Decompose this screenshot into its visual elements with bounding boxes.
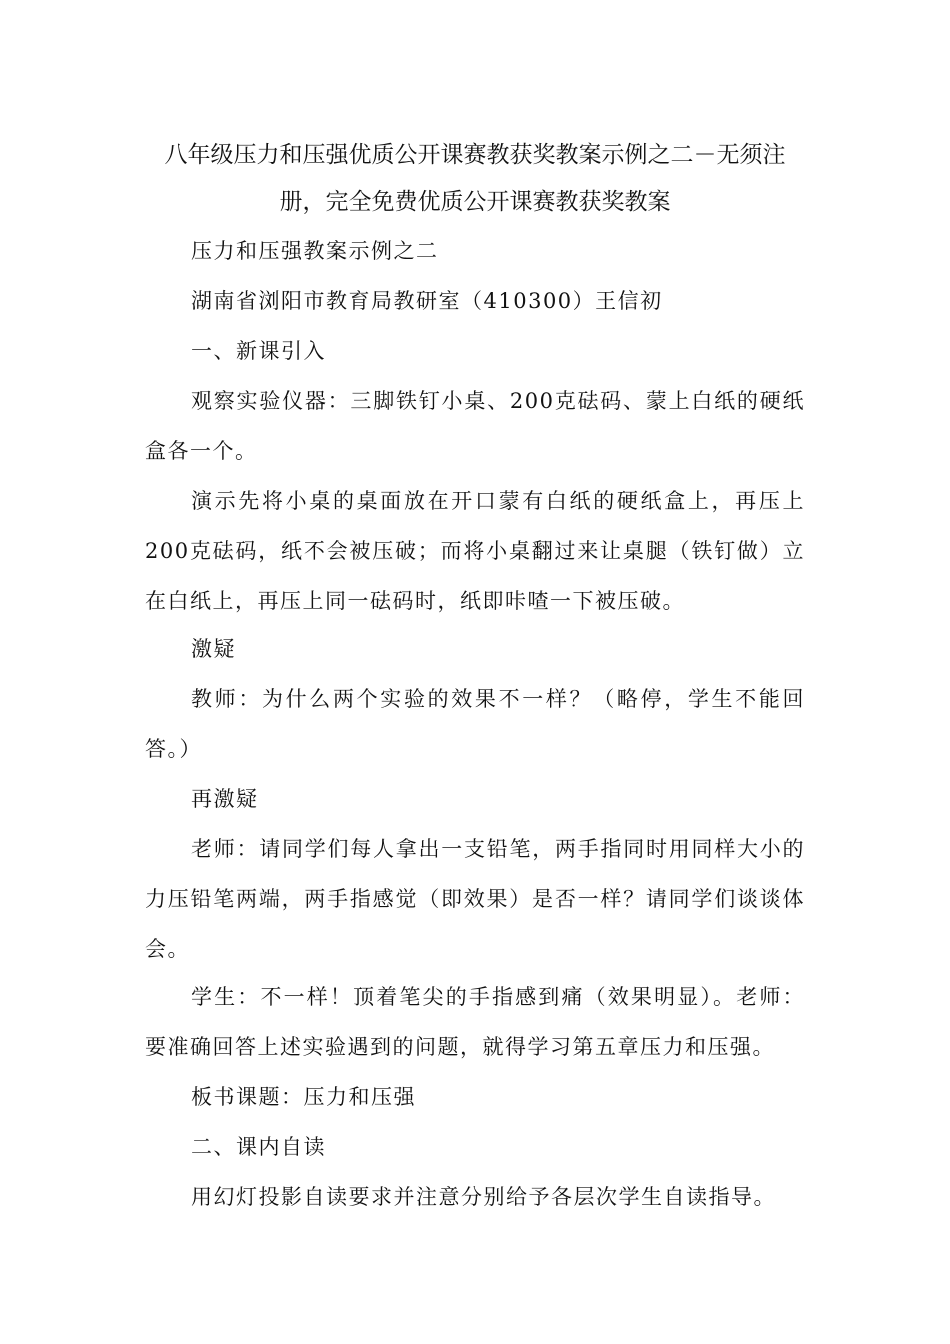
lesson-subtitle: 压力和压强教案示例之二 xyxy=(191,239,439,263)
document-title-line-1: 八年级压力和压强优质公开课赛教获奖教案示例之二－无须注 xyxy=(164,142,786,168)
paragraph-board-topic: 板书课题：压力和压强 xyxy=(191,1085,416,1109)
paragraph-student-answer: 学生：不一样！顶着笔尖的手指感到痛（效果明显）。老师：要准确回答上述实验遇到的问题，就得学习第五章压力和压强。 xyxy=(145,985,805,1059)
paragraph-pencil-activity: 老师：请同学们每人拿出一支铅笔，两手指同时用同样大小的力压铅笔两端，两手指感觉（即效果）是否一样？请同学们谈谈体会。 xyxy=(145,837,805,961)
heading-question-again: 再激疑 xyxy=(191,787,259,811)
heading-question: 激疑 xyxy=(191,637,236,661)
document-title-line-2: 册，完全免费优质公开课赛教获奖教案 xyxy=(279,189,671,215)
section-heading-2: 二、课内自读 xyxy=(191,1135,326,1159)
author-line: 湖南省浏阳市教育局教研室（410300）王信初 xyxy=(191,289,663,313)
paragraph-apparatus: 观察实验仪器：三脚铁钉小桌、200克砝码、蒙上白纸的硬纸盒各一个。 xyxy=(145,389,805,463)
paragraph-self-reading: 用幻灯投影自读要求并注意分别给予各层次学生自读指导。 xyxy=(191,1185,776,1209)
paragraph-demonstration: 演示先将小桌的桌面放在开口蒙有白纸的硬纸盒上，再压上200克砝码，纸不会被压破；而将小桌翻过来让桌腿（铁钉做）立在白纸上，再压上同一砝码时，纸即咔喳一下被压破。 xyxy=(145,489,805,613)
paragraph-teacher-question: 教师：为什么两个实验的效果不一样？（略停，学生不能回答。） xyxy=(145,687,805,761)
section-heading-1: 一、新课引入 xyxy=(191,339,326,363)
